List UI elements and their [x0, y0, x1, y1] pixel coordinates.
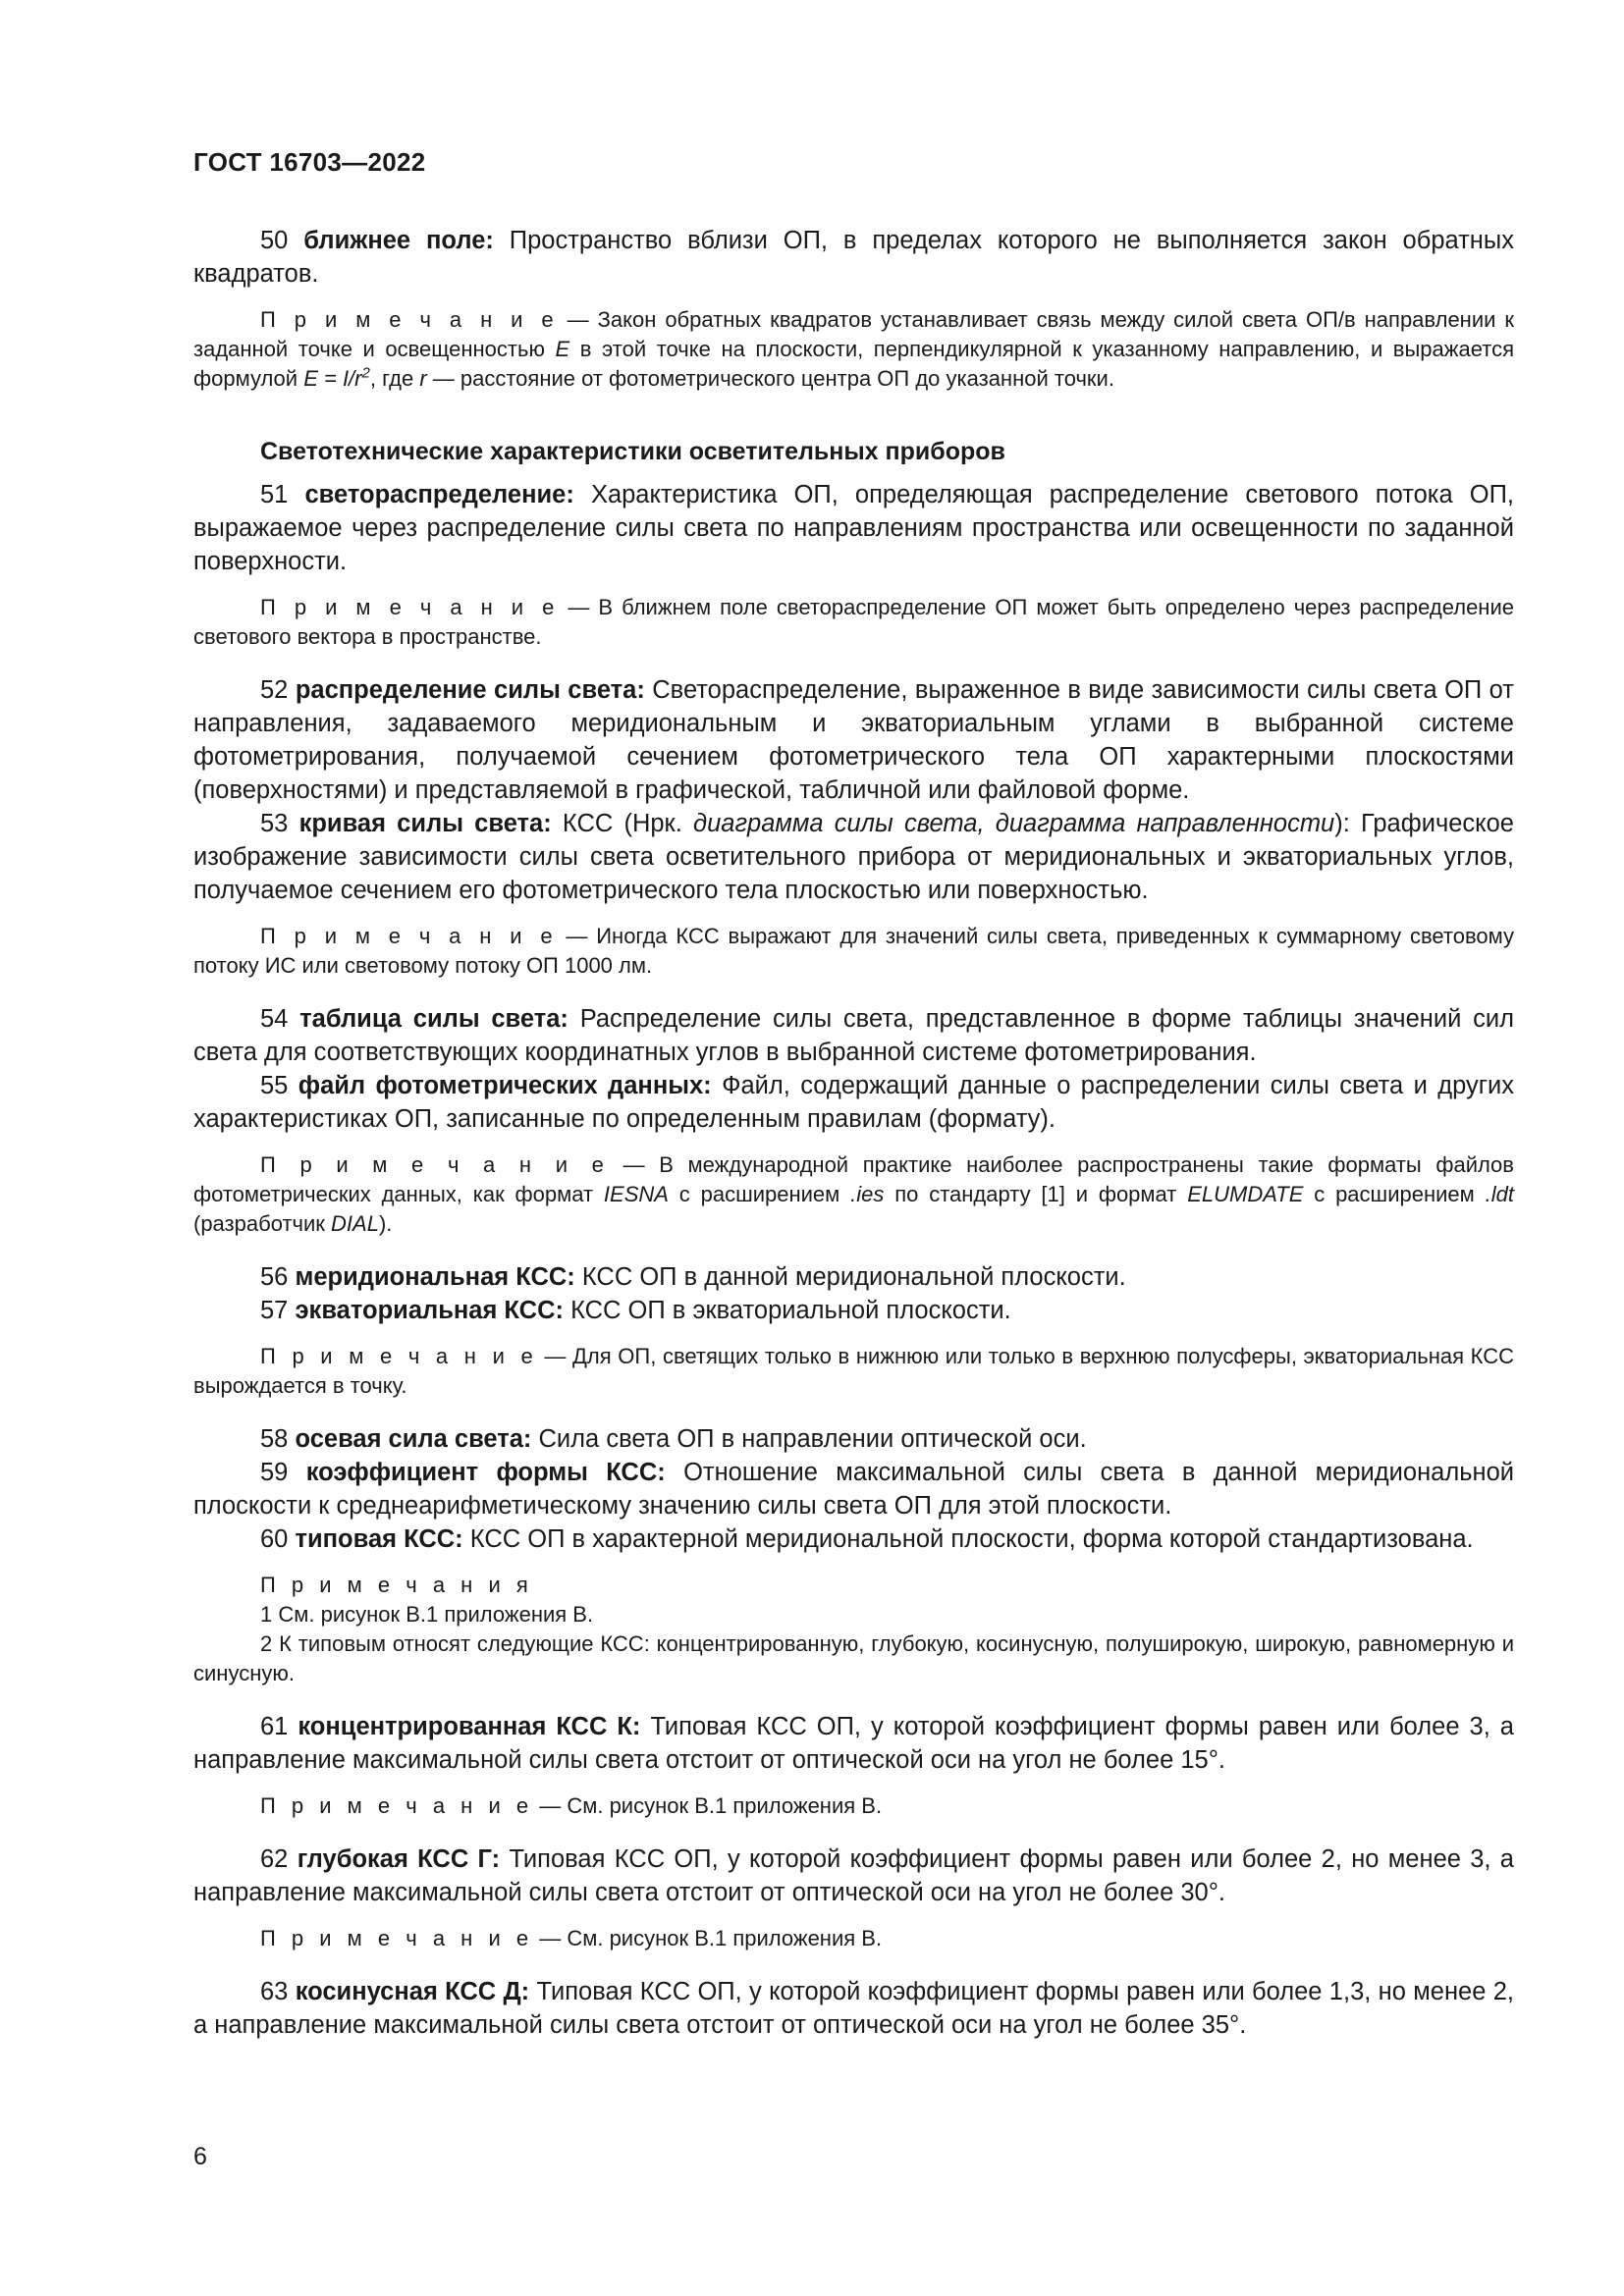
- term-61: 61 концентрированная КСС К: Типовая КСС ОП, у которой коэффициент формы равен или более 3, а направление максимальной силы света отстоит от оптической оси на угол не более 15°.: [193, 1713, 1514, 1774]
- term-55: 55 файл фотометрических данных: Файл, содержащий данные о распределении силы света и других характеристиках ОП, записанные по определенным правилам (формату).: [193, 1072, 1515, 1133]
- term-61-title: концентрированная КСС К:: [298, 1713, 641, 1740]
- note-55: П р и м е ч а н и е — В международной практике наиболее распространены такие форматы файлов фотометрических данных, как формат IESNA с расширением .ies по стандарту [1] и формат ELUMDATE с расширением .ldt (разработчик DIAL).: [193, 1152, 1514, 1236]
- note-62: П р и м е ч а н и е — См. рисунок В.1 приложения В.: [260, 1926, 883, 1950]
- term-55-definition: Файл, содержащий данные о распределении силы света и других характеристиках ОП, записанные по определенным правилам (формату).: [193, 1072, 1515, 1133]
- term-57-definition: КСС ОП в экваториальной плоскости.: [570, 1297, 1011, 1324]
- notes-60: [193, 1571, 1514, 1688]
- term-55-title: файл фотометрических данных:: [298, 1072, 712, 1099]
- term-56-title: меридиональная КСС:: [295, 1263, 575, 1291]
- note-51: П р и м е ч а н и е — В ближнем поле светораспределение ОП может быть определено через распределение светового вектора в пространстве.: [193, 595, 1514, 649]
- term-52-title: распределение силы света:: [295, 676, 645, 704]
- term-58-definition: Сила света ОП в направлении оптической оси.: [538, 1425, 1087, 1453]
- note-61: П р и м е ч а н и е — См. рисунок В.1 приложения В.: [260, 1793, 883, 1818]
- document-body: [193, 224, 1514, 2042]
- term-51: 51 светораспределение: Характеристика ОП, определяющая распределение светового потока ОП, выражаемое через распределение силы света по направлениям пространства или освещенности по заданной поверхности.: [193, 481, 1514, 575]
- term-61-definition: Типовая КСС ОП, у которой коэффициент формы равен или более 3, а направление максимальной силы света отстоит от оптической оси на угол не более 15°.: [193, 1713, 1514, 1774]
- term-54: 54 таблица силы света: Распределение силы света, представленное в форме таблицы значений сил света для соответствующих координатных углов в выбранной системе фотометрирования.: [193, 1005, 1514, 1066]
- term-62-definition: Типовая КСС ОП, у которой коэффициент формы равен или более 2, но менее 3, а направление максимальной силы света отстоит от оптической оси на угол не более 30°.: [193, 1845, 1514, 1906]
- term-62-title: глубокая КСС Г:: [297, 1845, 501, 1873]
- term-50: 50 ближнее поле: Пространство вблизи ОП, в пределах которого не выполняется закон обратных квадратов.: [193, 227, 1514, 288]
- term-60-title: типовая КСС:: [295, 1525, 463, 1553]
- term-63: 63 косинусная КСС Д: Типовая КСС ОП, у которой коэффициент формы равен или более 1,3, но менее 2, а направление максимальной силы света отстоит от оптической оси на угол не более 35°.: [193, 1978, 1514, 2039]
- term-53-title: кривая силы света:: [298, 810, 552, 837]
- term-50-definition: Пространство вблизи ОП, в пределах которого не выполняется закон обратных квадратов.: [193, 227, 1514, 288]
- term-59: 59 коэффициент формы КСС: Отношение максимальной силы света в данной меридиональной плоскости к среднеарифметическому значению силы света ОП для этой плоскости.: [193, 1459, 1515, 1520]
- term-58-title: осевая сила света:: [295, 1425, 532, 1453]
- term-52: 52 распределение силы света: Светораспределение, выраженное в виде зависимости силы света ОП от направления, задаваемого меридиональным и экваториальным углами в выбранной системе фотометрирования, получаемой сечением фотометрического тела ОП характерными плоскостями (поверхностями) и представляемой в графической, табличной или файловой форме.: [193, 676, 1514, 804]
- term-59-definition: Отношение максимальной силы света в данной меридиональной плоскости к среднеарифметическому значению силы света ОП для этой плоскости.: [193, 1459, 1515, 1520]
- term-60: 60 типовая КСС: КСС ОП в характерной меридиональной плоскости, форма которой стандартизована.: [260, 1525, 1474, 1553]
- document-header: ГОСТ 16703—2022: [193, 147, 426, 177]
- term-56-definition: КСС ОП в данной меридиональной плоскости.: [581, 1263, 1126, 1291]
- notes-60-label: П р и м е ч а н и я: [260, 1573, 533, 1597]
- section-heading: Светотехнические характеристики осветительных приборов: [260, 438, 1005, 465]
- note-53: П р и м е ч а н и е — Иногда КСС выражают для значений силы света, приведенных к суммарному световому потоку ИС или световому потоку ОП 1000 лм.: [193, 924, 1514, 978]
- notes-60-item-2: 2 К типовым относят следующие КСС: концентрированную, глубокую, косинусную, полуширокую, широкую, равномерную и синусную.: [193, 1631, 1514, 1685]
- term-57: 57 экваториальная КСС: КСС ОП в экваториальной плоскости.: [260, 1297, 1011, 1324]
- term-50-title: ближнее поле:: [303, 227, 494, 254]
- term-51-title: светораспределение:: [304, 481, 574, 508]
- notes-60-item-1: 1 См. рисунок В.1 приложения В.: [260, 1602, 594, 1627]
- term-54-title: таблица силы света:: [299, 1005, 568, 1033]
- term-60-definition: КСС ОП в характерной меридиональной плоскости, форма которой стандартизована.: [469, 1525, 1474, 1553]
- term-56: 56 меридиональная КСС: КСС ОП в данной меридиональной плоскости.: [260, 1263, 1126, 1291]
- term-54-definition: Распределение силы света, представленное в форме таблицы значений сил света для соответствующих координатных углов в выбранной системе фотометрирования.: [193, 1005, 1514, 1066]
- term-62: 62 глубокая КСС Г: Типовая КСС ОП, у которой коэффициент формы равен или более 2, но менее 3, а направление максимальной силы света отстоит от оптической оси на угол не более 30°.: [193, 1845, 1514, 1906]
- term-58: 58 осевая сила света: Сила света ОП в направлении оптической оси.: [260, 1425, 1087, 1453]
- note-57: П р и м е ч а н и е — Для ОП, светящих только в нижнюю или только в верхнюю полусферы, экваториальная КСС вырождается в точку.: [193, 1344, 1514, 1398]
- page-number: 6: [193, 2143, 207, 2170]
- term-63-title: косинусная КСС Д:: [295, 1978, 530, 2005]
- term-59-title: коэффициент формы КСС:: [305, 1459, 666, 1486]
- term-63-definition: Типовая КСС ОП, у которой коэффициент формы равен или более 1,3, но менее 2, а направление максимальной силы света отстоит от оптической оси на угол не более 35°.: [193, 1978, 1514, 2039]
- note-50: П р и м е ч а н и е — Закон обратных квадратов устанавливает связь между силой света ОП/в направлении к заданной точке и освещенностью E в этой точке на плоскости, перпендикулярной к указанному направлению, и выражается формулой $E = I/r^2$, где r — расстояние от фотометрического центра ОП до указанной точки.: [193, 307, 1514, 391]
- term-52-definition: Светораспределение, выраженное в виде зависимости силы света ОП от направления, задаваемого меридиональным и экваториальным углами в выбранной системе фотометрирования, получаемой сечением фотометрического тела ОП характерными плоскостями (поверхностями) и представляемой в графической, табличной или файловой форме.: [193, 676, 1514, 804]
- term-53: 53 кривая силы света: КСС (Нрк. диаграмма силы света, диаграмма направленности): Графическое изображение зависимости силы света осветительного прибора от меридиональных и экваториальных углов, получаемое сечением его фотометрического тела плоскостью или поверхностью.: [193, 810, 1514, 904]
- term-57-title: экваториальная КСС:: [295, 1297, 564, 1324]
- term-51-definition: Характеристика ОП, определяющая распределение светового потока ОП, выражаемое через распределение силы света по направлениям пространства или освещенности по заданной поверхности.: [193, 481, 1514, 575]
